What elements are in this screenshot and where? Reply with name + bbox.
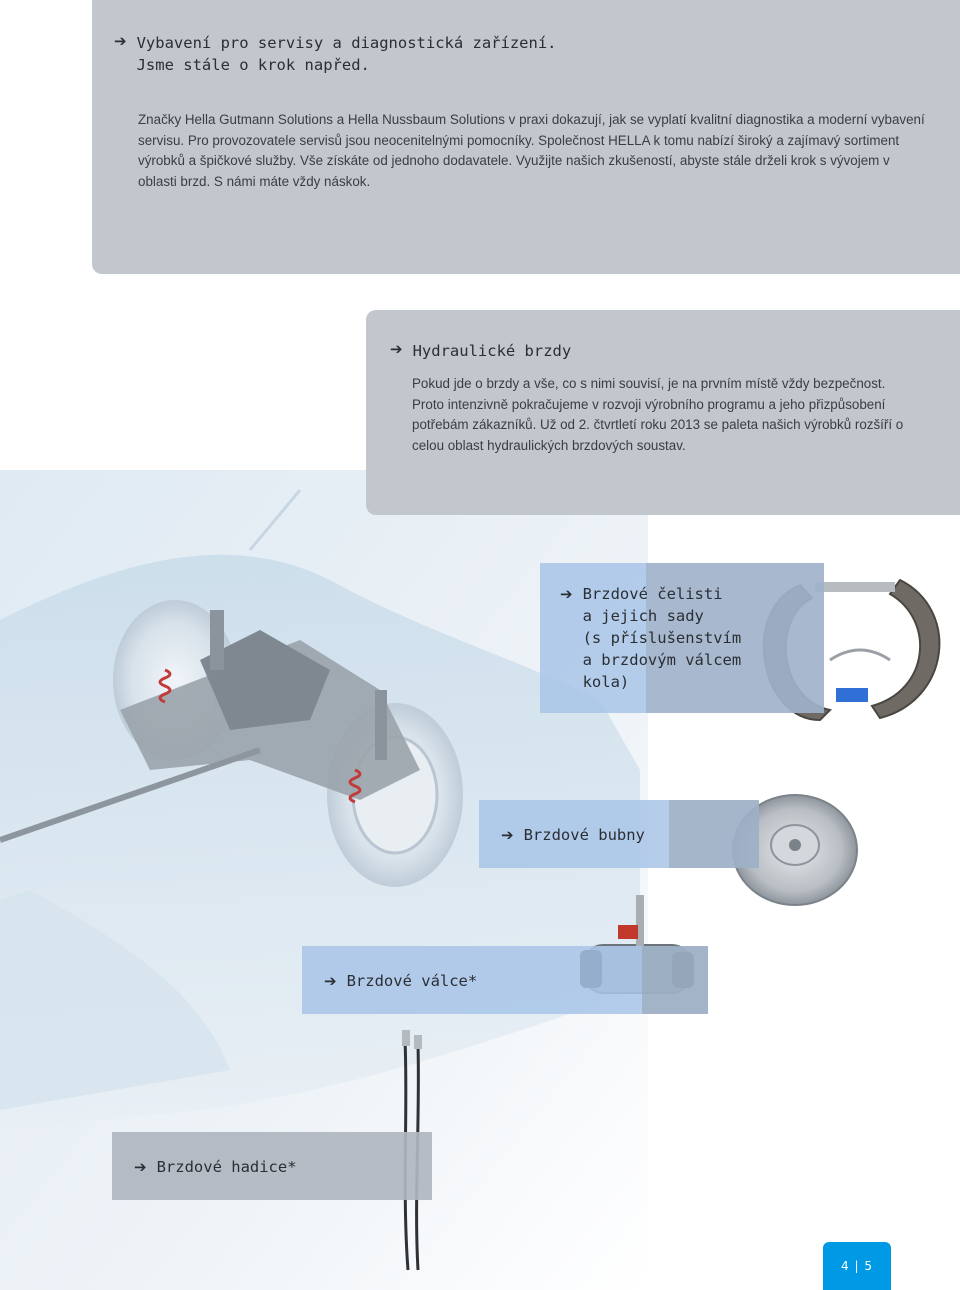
page-number-badge: 4 | 5 [823,1242,891,1290]
intro-paragraph: Značky Hella Gutmann Solutions a Hella Nussbaum Solutions v praxi dokazují, jak se vyplatí kvalitní diagnostika a moderní vybavení servisu. Pro provozovatele servisů jsou neocenitelnými pomocníky. Společnost HELLA k tomu nabízí široký a zajímavý sortiment výrobků a špičkové služby. Vše získáte od jednoho dodavatele. Využijte našich zkušeností, abyste stále drželi krok s vývojem v oblasti brzd. S námi máte vždy náskok. [138,112,925,189]
product-label-brake-hoses [112,1132,432,1200]
product-label-brake-drums [479,800,759,868]
arrow-right-icon: ➔ [560,585,573,603]
brake-shoes-line3: (s příslušenstvím [582,629,742,647]
brake-shoes-line1: Brzdové čelisti [582,585,723,603]
hydraulic-heading [390,340,571,362]
intro-title-line1: Vybavení pro servisy a diagnostická zařízení. [136,34,557,52]
brake-shoes-line5: kola) [582,673,630,691]
hydraulic-paragraph: Pokud jde o brzdy a vše, co s nimi souvisí, je na prvním místě vždy bezpečnost. Proto intenzivně pokračujeme v rozvoji výrobního programu a jeho přizpůsobení potřebám zákazníků. Už od 2. čtvrtletí roku 2013 se paleta našich výrobků rozšíří o celou oblast hydraulických brzdových soustav. [412,376,904,453]
arrow-right-icon: ➔ [390,340,403,358]
intro-box [92,0,960,274]
intro-title-line2: Jsme stále o krok napřed. [136,56,370,74]
brake-hoses-label: Brzdové hadice* [156,1158,297,1176]
hydraulic-title: Hydraulické brzdy [412,342,572,360]
product-label-brake-cylinders [302,946,708,1014]
brake-drums-label: Brzdové bubny [523,826,645,844]
brake-shoes-line4: a brzdovým válcem [582,651,742,669]
product-label-brake-shoes [540,563,824,713]
arrow-right-icon: ➔ [324,972,337,990]
brake-cylinders-label: Brzdové válce* [346,972,478,990]
brake-shoes-line2: a jejich sady [582,607,704,625]
arrow-right-icon: ➔ [501,826,514,844]
intro-heading [114,32,557,76]
hydraulic-brakes-box [366,310,960,515]
arrow-right-icon: ➔ [134,1158,147,1176]
arrow-right-icon: ➔ [114,32,127,50]
